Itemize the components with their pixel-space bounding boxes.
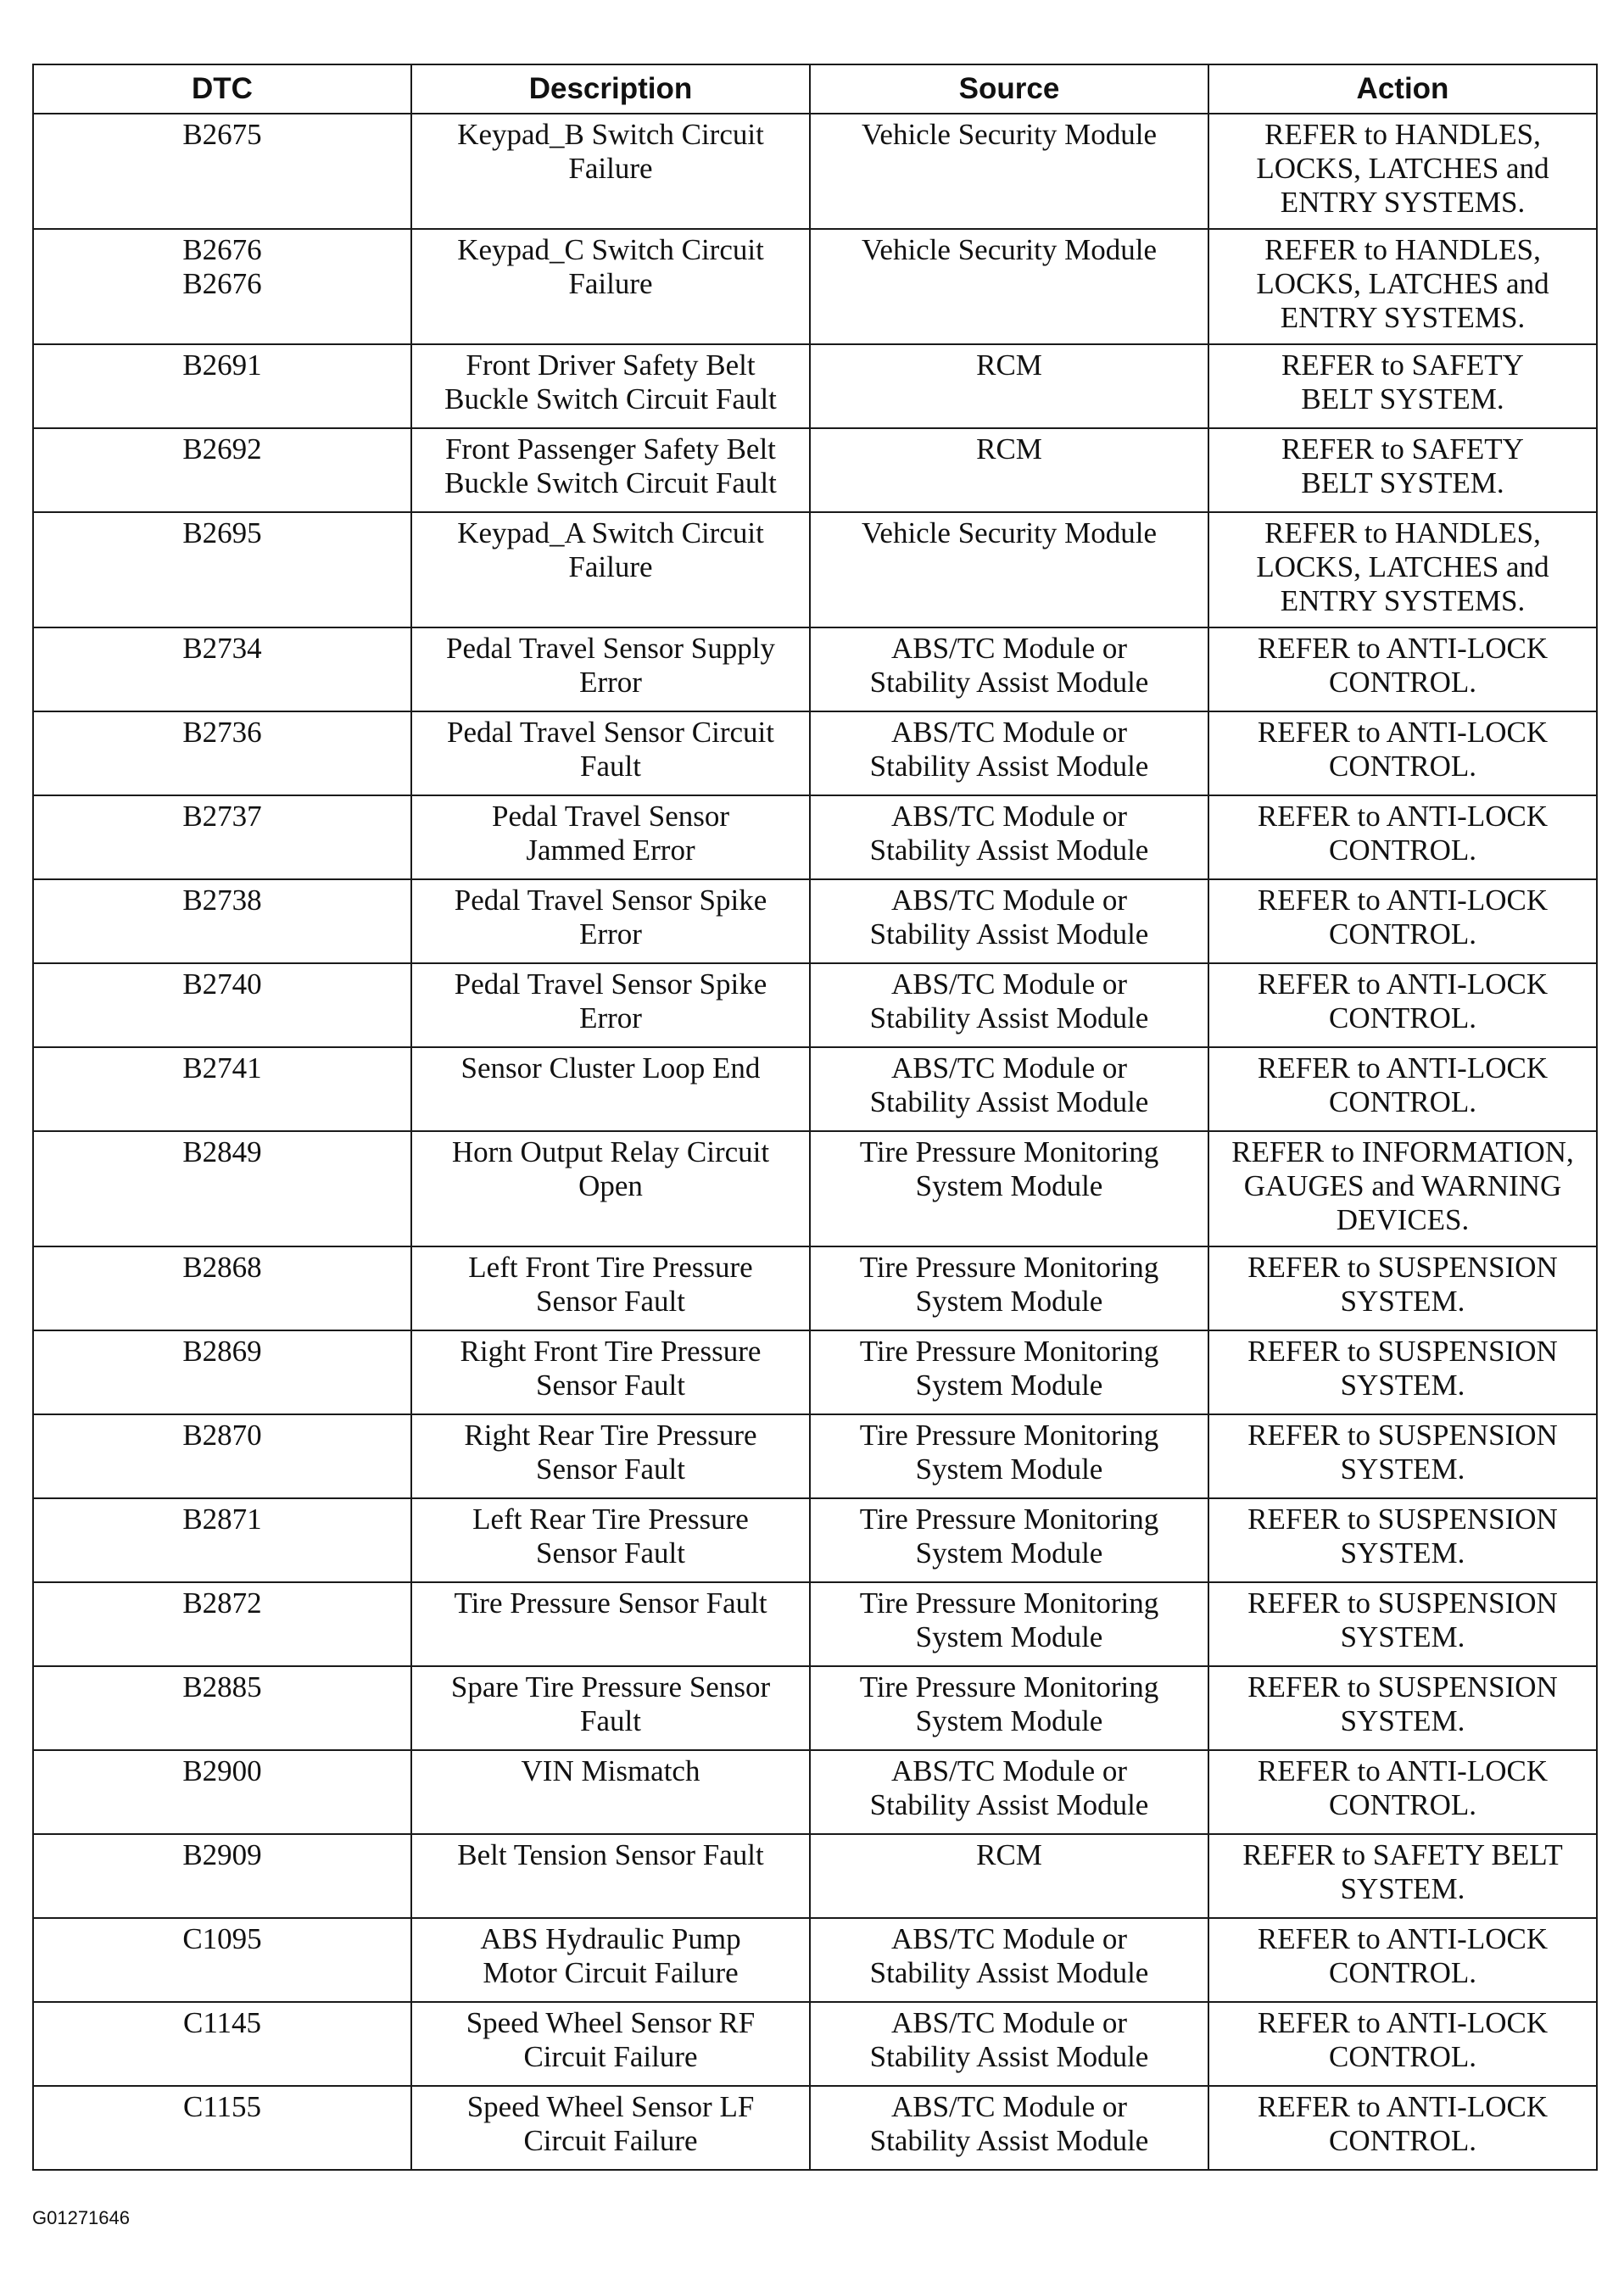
action-cell-line: CONTROL. [1328, 1085, 1477, 1118]
action-cell [1208, 1582, 1597, 1666]
dtc-cell-line: B2738 [182, 884, 262, 917]
description-cell-line: Circuit Failure [523, 2124, 698, 2157]
source-cell-line: ABS/TC Module or [890, 2090, 1128, 2123]
action-cell [1208, 1246, 1597, 1330]
table-row [33, 344, 1597, 428]
action-cell-line: BELT SYSTEM. [1301, 382, 1504, 415]
source-cell-line: ABS/TC Module or [890, 1051, 1128, 1085]
source-cell [810, 1047, 1208, 1131]
source-cell-line: Stability Assist Module [869, 2040, 1149, 2073]
action-cell-line: SYSTEM. [1340, 1704, 1465, 1737]
dtc-cell-line: C1155 [182, 2090, 262, 2123]
dtc-cell-line: B2740 [182, 967, 262, 1001]
action-cell-line: CONTROL. [1328, 2124, 1477, 2157]
description-cell-line: Circuit Failure [523, 2040, 698, 2073]
dtc-cell-line: B2692 [182, 432, 262, 466]
source-cell [810, 2086, 1208, 2170]
dtc-cell [33, 2086, 411, 2170]
table-row [33, 1131, 1597, 1246]
action-cell-line: CONTROL. [1328, 750, 1477, 783]
description-cell-line: Fault [580, 1704, 641, 1737]
source-cell-line: System Module [915, 1285, 1103, 1318]
description-cell-line: Motor Circuit Failure [483, 1956, 739, 1989]
action-cell-line: REFER to INFORMATION, [1231, 1135, 1574, 1168]
source-cell [810, 963, 1208, 1047]
dtc-cell [33, 1246, 411, 1330]
table-row [33, 1666, 1597, 1750]
action-cell-line: REFER to SAFETY BELT [1242, 1838, 1563, 1871]
source-cell [810, 428, 1208, 512]
source-cell-line: Tire Pressure Monitoring [859, 1419, 1159, 1452]
action-cell-line: REFER to ANTI-LOCK [1257, 632, 1549, 665]
dtc-cell-line: B2741 [182, 1051, 262, 1085]
description-cell-line: Error [579, 1001, 642, 1034]
table-row [33, 711, 1597, 795]
source-cell [810, 1918, 1208, 2002]
action-cell-line: REFER to ANTI-LOCK [1257, 2090, 1549, 2123]
action-cell [1208, 428, 1597, 512]
action-cell-line: REFER to SUSPENSION [1247, 1251, 1558, 1284]
source-cell-line: System Module [915, 1536, 1103, 1570]
source-cell [810, 344, 1208, 428]
source-cell-line: ABS/TC Module or [890, 716, 1128, 749]
action-cell-line: REFER to ANTI-LOCK [1257, 1922, 1549, 1955]
action-cell-line: ENTRY SYSTEMS. [1280, 301, 1526, 334]
source-cell-line: Stability Assist Module [869, 2124, 1149, 2157]
action-cell [1208, 879, 1597, 963]
source-cell [810, 1330, 1208, 1414]
dtc-cell [33, 1582, 411, 1666]
dtc-cell-line: B2691 [182, 348, 262, 382]
action-cell [1208, 1131, 1597, 1246]
dtc-cell-line: B2872 [182, 1586, 262, 1620]
description-cell [411, 114, 810, 229]
dtc-cell [33, 114, 411, 229]
table-body [33, 114, 1597, 2170]
figure-id: G01271646 [32, 2207, 130, 2228]
action-cell-line: REFER to SUSPENSION [1247, 1670, 1558, 1703]
description-cell-line: Right Front Tire Pressure [460, 1335, 762, 1368]
source-cell [810, 627, 1208, 711]
table-row [33, 512, 1597, 627]
source-cell-line: Stability Assist Module [869, 1956, 1149, 1989]
source-cell [810, 1131, 1208, 1246]
action-cell-line: SYSTEM. [1340, 1369, 1465, 1402]
description-cell-line: Open [578, 1169, 643, 1202]
source-cell [810, 2002, 1208, 2086]
dtc-cell-line: C1095 [182, 1922, 262, 1955]
source-cell-line: RCM [976, 348, 1042, 382]
description-cell [411, 2086, 810, 2170]
source-cell-line: System Module [915, 1169, 1103, 1202]
action-cell [1208, 344, 1597, 428]
dtc-cell-line: B2871 [182, 1503, 262, 1536]
source-cell [810, 1666, 1208, 1750]
action-cell [1208, 795, 1597, 879]
dtc-cell [33, 1047, 411, 1131]
source-cell-line: System Module [915, 1620, 1103, 1653]
action-cell-line: REFER to SUSPENSION [1247, 1586, 1558, 1620]
dtc-table [32, 64, 1598, 2171]
description-cell-line: Pedal Travel Sensor Supply [446, 632, 775, 665]
source-cell [810, 711, 1208, 795]
description-cell [411, 2002, 810, 2086]
action-cell-line: CONTROL. [1328, 1001, 1477, 1034]
action-cell-line: REFER to HANDLES, [1264, 118, 1541, 151]
source-cell-line: Tire Pressure Monitoring [859, 1586, 1159, 1620]
description-cell [411, 229, 810, 344]
action-cell-line: REFER to ANTI-LOCK [1257, 1754, 1549, 1787]
description-cell-line: Front Passenger Safety Belt [445, 432, 776, 466]
table-row [33, 627, 1597, 711]
table-row [33, 1918, 1597, 2002]
description-cell-line: Pedal Travel Sensor [492, 800, 729, 833]
source-cell-line: Stability Assist Module [869, 1001, 1149, 1034]
action-cell-line: CONTROL. [1328, 1788, 1477, 1821]
dtc-cell-line: B2675 [182, 118, 262, 151]
dtc-cell-line: B2695 [182, 516, 262, 549]
action-cell [1208, 2086, 1597, 2170]
action-cell-line: SYSTEM. [1340, 1872, 1465, 1905]
action-cell-line: CONTROL. [1328, 834, 1477, 867]
action-cell-line: REFER to ANTI-LOCK [1257, 2006, 1549, 2039]
description-cell [411, 1047, 810, 1131]
dtc-cell [33, 1666, 411, 1750]
source-cell [810, 1414, 1208, 1498]
source-cell-line: ABS/TC Module or [890, 800, 1128, 833]
source-cell [810, 879, 1208, 963]
source-cell-line: Tire Pressure Monitoring [859, 1335, 1159, 1368]
action-cell [1208, 1047, 1597, 1131]
source-cell-line: Stability Assist Module [869, 1085, 1149, 1118]
header-action: Action [1208, 64, 1597, 114]
source-cell-line: Stability Assist Module [869, 750, 1149, 783]
action-cell-line: REFER to ANTI-LOCK [1257, 1051, 1549, 1085]
source-cell [810, 1834, 1208, 1918]
table-row [33, 1047, 1597, 1131]
action-cell [1208, 1330, 1597, 1414]
header-row [33, 64, 1597, 114]
source-cell [810, 795, 1208, 879]
description-cell-line: Error [579, 917, 642, 951]
dtc-cell-line: B2909 [182, 1838, 262, 1871]
action-cell [1208, 1498, 1597, 1582]
dtc-cell [33, 344, 411, 428]
description-cell-line: Buckle Switch Circuit Fault [444, 466, 777, 499]
table-header [33, 64, 1597, 114]
description-cell-line: Right Rear Tire Pressure [464, 1419, 757, 1452]
source-cell [810, 512, 1208, 627]
source-cell [810, 229, 1208, 344]
description-cell-line: Spare Tire Pressure Sensor [450, 1670, 771, 1703]
action-cell-line: BELT SYSTEM. [1301, 466, 1504, 499]
action-cell-line: SYSTEM. [1340, 1620, 1465, 1653]
description-cell [411, 711, 810, 795]
action-cell [1208, 1918, 1597, 2002]
action-cell [1208, 1666, 1597, 1750]
action-cell-line: LOCKS, LATCHES and [1256, 152, 1549, 185]
table-row [33, 229, 1597, 344]
description-cell-line: Speed Wheel Sensor RF [466, 2006, 756, 2039]
dtc-cell [33, 428, 411, 512]
header-source: Source [810, 64, 1208, 114]
header-description: Description [411, 64, 810, 114]
action-cell [1208, 114, 1597, 229]
dtc-cell [33, 1498, 411, 1582]
action-cell-line: REFER to SAFETY [1281, 432, 1524, 466]
table-row [33, 1750, 1597, 1834]
dtc-cell [33, 1918, 411, 2002]
source-cell-line: Vehicle Security Module [862, 516, 1157, 549]
description-cell-line: Belt Tension Sensor Fault [457, 1838, 764, 1871]
description-cell [411, 1246, 810, 1330]
action-cell-line: REFER to HANDLES, [1264, 233, 1541, 266]
description-cell-line: Pedal Travel Sensor Circuit [447, 716, 774, 749]
dtc-cell [33, 1414, 411, 1498]
source-cell-line: Vehicle Security Module [862, 233, 1157, 266]
dtc-cell-line: B2900 [182, 1754, 262, 1787]
dtc-cell [33, 229, 411, 344]
dtc-cell [33, 795, 411, 879]
source-cell-line: Tire Pressure Monitoring [859, 1135, 1159, 1168]
action-cell-line: CONTROL. [1328, 1956, 1477, 1989]
description-cell-line: Sensor Fault [536, 1285, 685, 1318]
description-cell [411, 795, 810, 879]
source-cell [810, 1498, 1208, 1582]
dtc-cell-line: B2870 [182, 1419, 262, 1452]
dtc-cell [33, 1330, 411, 1414]
table-row [33, 1834, 1597, 1918]
action-cell [1208, 627, 1597, 711]
table-row [33, 1582, 1597, 1666]
description-cell-line: Speed Wheel Sensor LF [466, 2090, 755, 2123]
action-cell-line: REFER to ANTI-LOCK [1257, 716, 1549, 749]
action-cell-line: LOCKS, LATCHES and [1256, 550, 1549, 583]
action-cell-line: SYSTEM. [1340, 1536, 1465, 1570]
action-cell [1208, 229, 1597, 344]
table-row [33, 1330, 1597, 1414]
dtc-cell [33, 711, 411, 795]
table-row [33, 879, 1597, 963]
action-cell-line: REFER to ANTI-LOCK [1257, 967, 1549, 1001]
action-cell-line: REFER to SUSPENSION [1247, 1419, 1558, 1452]
dtc-cell [33, 1834, 411, 1918]
action-cell [1208, 1750, 1597, 1834]
dtc-cell-line: B2676 [182, 233, 262, 266]
description-cell-line: Left Front Tire Pressure [468, 1251, 753, 1284]
action-cell-line: GAUGES and WARNING [1243, 1169, 1562, 1202]
action-cell-line: REFER to ANTI-LOCK [1257, 884, 1549, 917]
description-cell-line: Keypad_A Switch Circuit [457, 516, 764, 549]
header-dtc: DTC [33, 64, 411, 114]
action-cell-line: CONTROL. [1328, 2040, 1477, 2073]
description-cell-line: Sensor Fault [536, 1453, 685, 1486]
source-cell-line: System Module [915, 1369, 1103, 1402]
action-cell [1208, 963, 1597, 1047]
source-cell-line: Stability Assist Module [869, 834, 1149, 867]
action-cell-line: DEVICES. [1336, 1203, 1470, 1236]
table-row [33, 2002, 1597, 2086]
description-cell-line: Fault [580, 750, 641, 783]
description-cell-line: Failure [568, 267, 653, 300]
dtc-cell [33, 2002, 411, 2086]
action-cell-line: CONTROL. [1328, 666, 1477, 699]
table-row [33, 1414, 1597, 1498]
source-cell [810, 1246, 1208, 1330]
description-cell-line: Keypad_B Switch Circuit [457, 118, 764, 151]
dtc-cell-line: B2869 [182, 1335, 262, 1368]
description-cell [411, 428, 810, 512]
action-cell [1208, 512, 1597, 627]
description-cell [411, 627, 810, 711]
description-cell-line: Failure [568, 152, 653, 185]
description-cell-line: Sensor Fault [536, 1369, 685, 1402]
source-cell-line: Tire Pressure Monitoring [859, 1251, 1159, 1284]
description-cell [411, 1414, 810, 1498]
description-cell-line: Horn Output Relay Circuit [451, 1135, 770, 1168]
source-cell-line: Vehicle Security Module [862, 118, 1157, 151]
source-cell-line: ABS/TC Module or [890, 2006, 1128, 2039]
action-cell-line: SYSTEM. [1340, 1285, 1465, 1318]
dtc-cell [33, 1131, 411, 1246]
source-cell-line: Stability Assist Module [869, 1788, 1149, 1821]
description-cell-line: Jammed Error [526, 834, 695, 867]
action-cell-line: LOCKS, LATCHES and [1256, 267, 1549, 300]
source-cell-line: Tire Pressure Monitoring [859, 1670, 1159, 1703]
dtc-cell-line: B2736 [182, 716, 262, 749]
description-cell-line: Keypad_C Switch Circuit [457, 233, 764, 266]
action-cell [1208, 1414, 1597, 1498]
source-cell-line: System Module [915, 1453, 1103, 1486]
dtc-cell [33, 963, 411, 1047]
source-cell [810, 1750, 1208, 1834]
description-cell [411, 1498, 810, 1582]
table-row [33, 963, 1597, 1047]
action-cell-line: ENTRY SYSTEMS. [1280, 186, 1526, 219]
action-cell-line: REFER to SUSPENSION [1247, 1503, 1558, 1536]
description-cell [411, 1834, 810, 1918]
source-cell-line: Tire Pressure Monitoring [859, 1503, 1159, 1536]
description-cell [411, 1582, 810, 1666]
table-row [33, 428, 1597, 512]
source-cell-line: System Module [915, 1704, 1103, 1737]
action-cell-line: REFER to SUSPENSION [1247, 1335, 1558, 1368]
table-row [33, 114, 1597, 229]
action-cell-line: ENTRY SYSTEMS. [1280, 584, 1526, 617]
description-cell-line: Left Rear Tire Pressure [472, 1503, 749, 1536]
dtc-cell-line: B2868 [182, 1251, 262, 1284]
table-row [33, 1246, 1597, 1330]
source-cell-line: RCM [976, 432, 1042, 466]
description-cell [411, 512, 810, 627]
description-cell-line: Front Driver Safety Belt [466, 348, 756, 382]
source-cell [810, 1582, 1208, 1666]
source-cell-line: ABS/TC Module or [890, 1922, 1128, 1955]
description-cell [411, 963, 810, 1047]
dtc-cell-line: B2676 [182, 267, 262, 300]
action-cell-line: SYSTEM. [1340, 1453, 1465, 1486]
action-cell-line: REFER to HANDLES, [1264, 516, 1541, 549]
action-cell-line: REFER to SAFETY [1281, 348, 1524, 382]
source-cell-line: RCM [976, 1838, 1042, 1871]
description-cell [411, 1750, 810, 1834]
dtc-cell-line: B2849 [182, 1135, 262, 1168]
description-cell [411, 344, 810, 428]
description-cell [411, 1330, 810, 1414]
table-row [33, 795, 1597, 879]
source-cell-line: Stability Assist Module [869, 917, 1149, 951]
action-cell-line: REFER to ANTI-LOCK [1257, 800, 1549, 833]
dtc-cell [33, 879, 411, 963]
description-cell-line: Pedal Travel Sensor Spike [454, 884, 767, 917]
description-cell-line: VIN Mismatch [521, 1754, 700, 1787]
description-cell [411, 879, 810, 963]
dtc-cell-line: C1145 [182, 2006, 262, 2039]
source-cell [810, 114, 1208, 229]
description-cell [411, 1666, 810, 1750]
source-cell-line: Stability Assist Module [869, 666, 1149, 699]
dtc-cell [33, 512, 411, 627]
dtc-cell [33, 627, 411, 711]
dtc-cell-line: B2737 [182, 800, 262, 833]
description-cell [411, 1131, 810, 1246]
description-cell-line: Sensor Fault [536, 1536, 685, 1570]
description-cell [411, 1918, 810, 2002]
dtc-table-sheet [32, 64, 1596, 2171]
source-cell-line: ABS/TC Module or [890, 632, 1128, 665]
dtc-cell [33, 1750, 411, 1834]
action-cell-line: CONTROL. [1328, 917, 1477, 951]
description-cell-line: ABS Hydraulic Pump [480, 1922, 741, 1955]
description-cell-line: Sensor Cluster Loop End [460, 1051, 761, 1085]
description-cell-line: Error [579, 666, 642, 699]
action-cell [1208, 2002, 1597, 2086]
dtc-cell-line: B2734 [182, 632, 262, 665]
source-cell-line: ABS/TC Module or [890, 967, 1128, 1001]
dtc-cell-line: B2885 [182, 1670, 262, 1703]
description-cell-line: Failure [568, 550, 653, 583]
source-cell-line: ABS/TC Module or [890, 884, 1128, 917]
description-cell-line: Buckle Switch Circuit Fault [444, 382, 777, 415]
action-cell [1208, 1834, 1597, 1918]
source-cell-line: ABS/TC Module or [890, 1754, 1128, 1787]
description-cell-line: Pedal Travel Sensor Spike [454, 967, 767, 1001]
description-cell-line: Tire Pressure Sensor Fault [454, 1586, 767, 1620]
action-cell [1208, 711, 1597, 795]
table-row [33, 2086, 1597, 2170]
table-row [33, 1498, 1597, 1582]
